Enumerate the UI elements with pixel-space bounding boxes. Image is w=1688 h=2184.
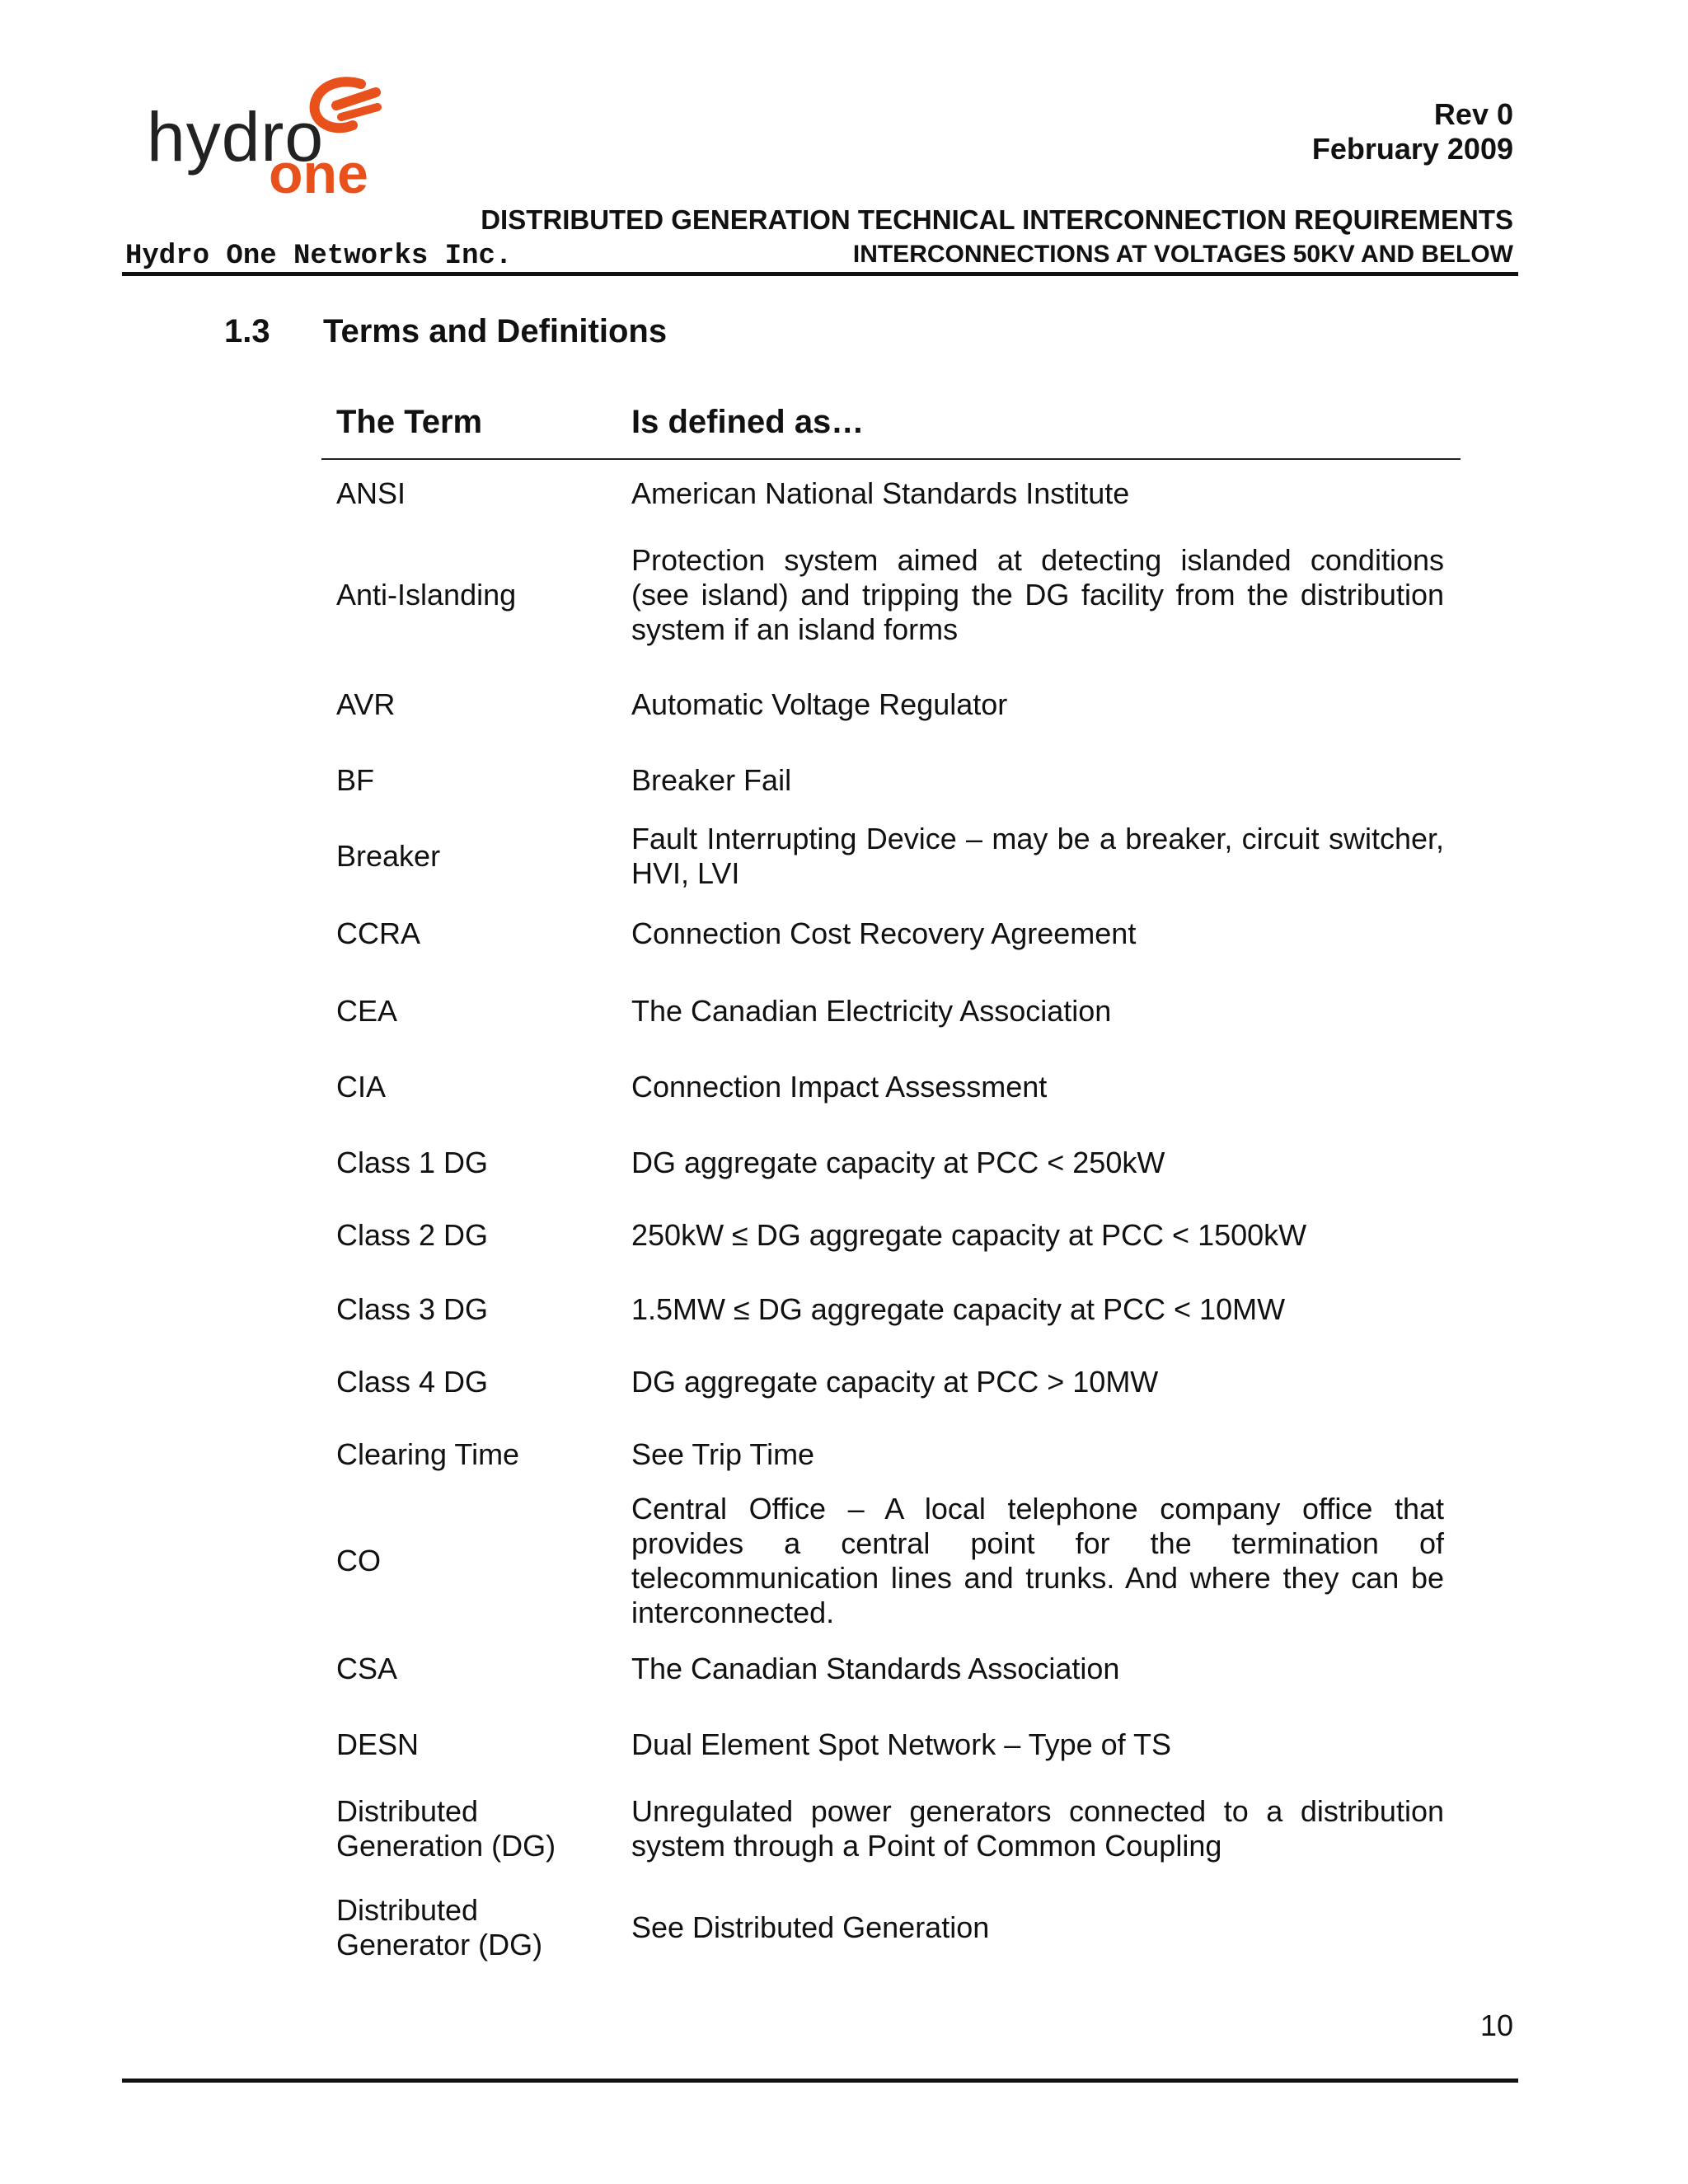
section-number: 1.3: [224, 313, 270, 349]
definition-text: Automatic Voltage Regulator: [631, 687, 1008, 721]
definition-text: Breaker Fail: [631, 763, 792, 797]
logo-word-one: one: [269, 143, 368, 205]
term-text: Class 2 DG: [336, 1218, 489, 1252]
page-number: 10: [1479, 2008, 1513, 2042]
definition-text: Dual Element Spot Network – Type of TS: [631, 1727, 1171, 1761]
definition-text: 1.5MW ≤ DG aggregate capacity at PCC < 10MW: [631, 1292, 1286, 1326]
table-cell-definition: [631, 1146, 1444, 1180]
table-cell-term: [336, 1146, 600, 1180]
revision-label: Rev 0: [1433, 97, 1513, 131]
table-cell-definition: [631, 1492, 1444, 1629]
section-title: Terms and Definitions: [323, 313, 668, 349]
column-header-definition: Is defined as…: [631, 404, 865, 440]
table-cell-term: [336, 1070, 600, 1104]
table-cell-term: [336, 687, 600, 722]
table-cell-term: [336, 1652, 600, 1686]
revision-date: February 2009: [1311, 132, 1513, 166]
term-text: Class 4 DG: [336, 1365, 489, 1399]
table-cell-term: [336, 763, 600, 798]
revision-block: [1312, 97, 1513, 166]
table-cell-term: [336, 1507, 600, 1615]
table-cell-definition: [631, 1218, 1444, 1253]
definition-text: 250kW ≤ DG aggregate capacity at PCC < 1500kW: [631, 1218, 1307, 1252]
term-text: CO: [336, 1544, 381, 1577]
definition-text: The Canadian Electricity Association: [631, 994, 1112, 1028]
term-text: Class 3 DG: [336, 1292, 489, 1326]
table-cell-term: [336, 916, 600, 951]
footer-divider: [122, 2079, 1518, 2083]
company-name: Hydro One Networks Inc.: [125, 241, 513, 272]
hydro-one-logo: [147, 76, 394, 205]
table-cell-term: [336, 476, 600, 511]
term-text: Anti-Islanding: [336, 578, 517, 612]
term-text: Breaker: [336, 839, 441, 873]
definition-text: Central Office – A local telephone company office that provides a central point for the termination of telecommunication lines and trunks. And where they can be interconnected.: [631, 1492, 1444, 1629]
definition-text: See Trip Time: [631, 1437, 815, 1471]
table-cell-term: [336, 1727, 600, 1762]
definition-text: American National Standards Institute: [631, 476, 1130, 510]
table-cell-term: [336, 1437, 600, 1472]
definition-text: Fault Interrupting Device – may be a breaker, circuit switcher, HVI, LVI: [631, 822, 1444, 890]
table-cell-definition: [631, 916, 1444, 951]
term-text: CEA: [336, 994, 398, 1028]
term-text: CIA: [336, 1070, 387, 1104]
table-cell-definition: [631, 687, 1444, 722]
term-text: CSA: [336, 1652, 398, 1685]
definition-text: The Canadian Standards Association: [631, 1652, 1120, 1685]
term-text: CCRA: [336, 916, 421, 950]
term-text: Distributed Generation (DG): [336, 1794, 556, 1863]
table-cell-definition: [631, 1793, 1444, 1864]
table-cell-definition: [631, 1292, 1444, 1327]
table-cell-term: [336, 1218, 600, 1253]
document-subtitle: INTERCONNECTIONS AT VOLTAGES 50KV AND BELOW: [852, 241, 1513, 268]
table-cell-definition: [631, 1070, 1444, 1104]
table-cell-definition: [631, 476, 1444, 511]
term-text: AVR: [336, 687, 396, 721]
definition-text: Connection Cost Recovery Agreement: [631, 916, 1137, 950]
table-cell-term: [336, 1365, 600, 1399]
table-cell-term: [336, 1793, 600, 1864]
table-cell-definition: [631, 994, 1444, 1029]
table-cell-definition: [631, 1727, 1444, 1762]
table-cell-term: [336, 1892, 600, 1963]
definition-text: See Distributed Generation: [631, 1910, 990, 1944]
document-title: DISTRIBUTED GENERATION TECHNICAL INTERCONNECTION REQUIREMENTS: [481, 204, 1513, 235]
term-text: Clearing Time: [336, 1437, 520, 1471]
term-text: ANSI: [336, 476, 406, 510]
header-divider: [122, 272, 1518, 276]
term-text: Distributed Generator (DG): [336, 1893, 543, 1961]
definition-text: Connection Impact Assessment: [631, 1070, 1048, 1104]
table-cell-definition: [631, 1652, 1444, 1686]
table-cell-term: [336, 994, 600, 1029]
table-cell-term: [336, 541, 600, 649]
table-cell-definition: [631, 541, 1444, 649]
definition-text: Protection system aimed at detecting islanded conditions (see island) and tripping the DG facility from the distribution system if an island forms: [631, 543, 1444, 646]
table-cell-term: [336, 821, 600, 892]
table-cell-definition: [631, 763, 1444, 798]
definition-text: DG aggregate capacity at PCC < 250kW: [631, 1146, 1165, 1179]
table-header-divider: [321, 458, 1461, 460]
table-cell-definition: [631, 1892, 1444, 1963]
table-cell-definition: [631, 1437, 1444, 1472]
column-header-term: The Term: [336, 404, 483, 440]
table-cell-definition: [631, 821, 1444, 892]
term-text: DESN: [336, 1727, 420, 1761]
table-cell-definition: [631, 1365, 1444, 1399]
term-text: Class 1 DG: [336, 1146, 489, 1179]
definition-text: Unregulated power generators connected to a distribution system through a Point of Common Coupling: [631, 1794, 1444, 1863]
term-text: BF: [336, 763, 375, 797]
table-cell-term: [336, 1292, 600, 1327]
definition-text: DG aggregate capacity at PCC > 10MW: [631, 1365, 1159, 1399]
logo-word-hydro: hydro: [147, 98, 325, 176]
